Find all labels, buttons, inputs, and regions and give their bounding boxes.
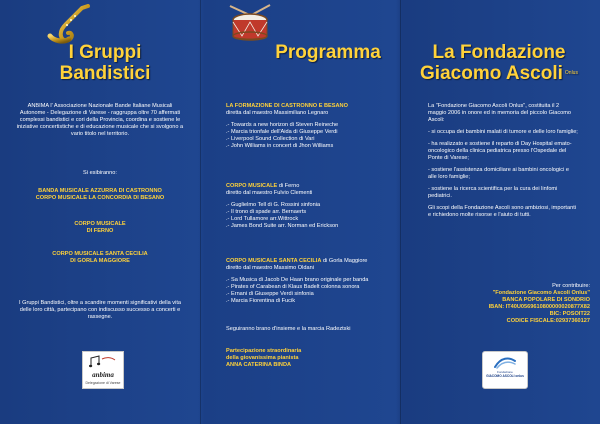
contrib-cf: CODICE FISCALE:02937360127: [506, 318, 590, 324]
contrib-iban: IBAN: IT40U0569610800000020877X82: [488, 304, 590, 310]
title-gruppi-bandistici: [40, 42, 170, 84]
contrib-name: "Fondazione Giacomo Ascoli Onlus": [492, 290, 590, 296]
fondazione-paragraph: - sostiene la ricerca scientifica per la cura dei linfomi pediatrici.: [428, 186, 558, 199]
program-item: .- Lord Tullamore arr.Wittrock: [226, 216, 299, 222]
fondazione-paragraph: - sostiene l'assistenza domiciliare ai bambini oncologici e alle loro famiglie;: [428, 167, 569, 180]
section-director: diretto dal maestro Fulvio Clementi: [226, 190, 313, 196]
music-notes-icon: [89, 355, 117, 369]
title-line-2: Bandistici: [59, 63, 151, 84]
program-item: .- Liverpool Sound Collection di Vari: [226, 136, 315, 142]
drum-illustration: [226, 2, 274, 46]
partec-line: ANNA CATERINA BINDA: [226, 362, 292, 368]
partec-line: della giovanissima pianista: [226, 355, 299, 361]
column-programma: [200, 0, 400, 424]
program-item: .- Towards a new horizon di Steven Reineche: [226, 122, 339, 128]
fondazione-paragraph: La "Fondazione Giacomo Ascoli Onlus", costituita il 2 maggio 2006 in onore ed in memoria del piccolo Giacomo Ascoli:: [428, 103, 572, 123]
title-programma: Programma: [275, 42, 381, 63]
section-heading-row: [226, 183, 391, 190]
program-item: .- Marcia Fiorentina di Fucik: [226, 298, 296, 304]
title-fondazione: [406, 42, 592, 84]
column-gruppi-bandistici: [0, 0, 200, 424]
band-name-line: BANDA MUSICALE AZZURRA DI CASTRONNO: [38, 188, 162, 194]
anbima-logo-sub: Delegazione di Varese: [85, 381, 121, 385]
program-item: .- Ernani di Giuseppe Verdi sinfonia: [226, 291, 314, 297]
band-gorla-maggiore: [15, 251, 185, 265]
gruppi-outro-text: I Gruppi Bandistici, oltre a scandire momenti significativi della vita delle loro città, partecipano con indiscusso successo a concerti e rassegne.: [19, 300, 181, 320]
seguiranno-text: Seguiranno brano d'insieme e la marcia Radeztski: [226, 326, 351, 332]
program-list: [226, 277, 391, 305]
wave-mark-icon: [493, 355, 517, 369]
partecipazione-straordinaria: [226, 348, 391, 369]
band-castronno-besano: [15, 188, 185, 202]
title-line-1: I Gruppi: [68, 42, 142, 63]
program-item: .- Guglielmo Tell di G. Rossini sinfonia: [226, 202, 321, 208]
band-ferno: [15, 221, 185, 235]
fondazione-description: [428, 103, 578, 224]
contrib-bic: BIC: POSOIT22: [549, 311, 590, 317]
program-item: .- Sa Musica di Jacob De Haan brano originale per banda: [226, 277, 369, 283]
section-heading: CORPO MUSICALE SANTA CECILIA: [226, 258, 322, 264]
fondazione-paragraph: - si occupa dei bambini malati di tumore e delle loro famiglie;: [428, 129, 578, 135]
section-heading-rest: di Gorla Maggiore: [321, 258, 368, 264]
band-name-line: CORPO MUSICALE SANTA CECILIA: [52, 251, 148, 257]
band-name-line: DI FERNO: [86, 228, 114, 234]
section-heading: LA FORMAZIONE DI CASTRONNO E BESANO: [226, 103, 348, 109]
contrib-label: Per contribuire:: [552, 283, 590, 289]
contrib-bank: BANCA POPOLARE DI SONDRIO: [502, 297, 590, 303]
band-name-line: DI GORLA MAGGIORE: [70, 258, 130, 264]
program-item: .- Il trono di spade arr. Bernaerts: [226, 209, 307, 215]
program-list: [226, 202, 391, 230]
program-item: .- John Williams in concert di Jhon Williams: [226, 143, 334, 149]
contribution-info: [440, 283, 590, 325]
section-heading: CORPO MUSICALE: [226, 183, 278, 189]
partec-line: Partecipazione straordinaria: [226, 348, 302, 354]
logo-sub: Fondazione: [497, 370, 513, 374]
column-fondazione: [400, 0, 600, 424]
program-item: .- James Bond Suite arr. Norman ed Erickson: [226, 223, 339, 229]
programma-section-ferno: [226, 183, 391, 230]
title-line-2-row: [406, 63, 592, 84]
section-heading-rest: di Ferno: [277, 183, 300, 189]
section-director: diretta dal maestro Massimiliano Legnaro: [226, 110, 329, 116]
program-list: [226, 122, 391, 150]
section-heading-row: [226, 258, 391, 265]
programma-section-gorla: [226, 258, 391, 305]
anbima-logo-name: anbima: [92, 371, 114, 379]
section-director: diretto dal maestro Massimo Oldani: [226, 265, 314, 271]
fondazione-paragraph: - ha realizzato e sostiene il reparto di Day Hospital emato-oncologico della clinica pediatrica presso l'Ospedale del Ponte di Varese;: [428, 141, 572, 161]
fondazione-ascoli-logo: [482, 351, 528, 389]
programma-section-castronno: [226, 103, 391, 150]
onlus-label: Onlus: [564, 70, 578, 76]
title-line-1: La Fondazione: [432, 42, 566, 63]
band-name-line: CORPO MUSICALE LA CONCORDIA DI BESANO: [35, 195, 165, 201]
anbima-logo: [82, 351, 124, 389]
saxophone-illustration: [42, 4, 92, 44]
program-item: .- Marcia trionfale dell'Aida di Giuseppe Verdi: [226, 129, 338, 135]
logo-name: GIACOMO ASCOLI onlus: [486, 374, 524, 378]
title-line-2: Giacomo Ascoli: [420, 63, 563, 84]
band-name-line: CORPO MUSICALE: [74, 221, 126, 227]
esibiranno-label: Si esibiranno:: [83, 170, 117, 176]
program-item: .- Pirates of Carabean di Klaus Badelt colonna sonora: [226, 284, 360, 290]
anbima-intro-text: ANBIMA l' Associazione Nazionale Bande Italiane Musicali Autonome - Delegazione di Varese - raggruppa oltre 70 affermati complessi bandistici e cori della Provincia, coordina e sostiene le iniziative concertistiche e di educazione musicale che si svolgono a vario titolo nel territorio.: [16, 103, 184, 137]
fondazione-paragraph: Gli scopi della Fondazione Ascoli sono ambiziosi, importanti e richiedono molte risorse e l'aiuto di tutti.: [428, 205, 576, 218]
